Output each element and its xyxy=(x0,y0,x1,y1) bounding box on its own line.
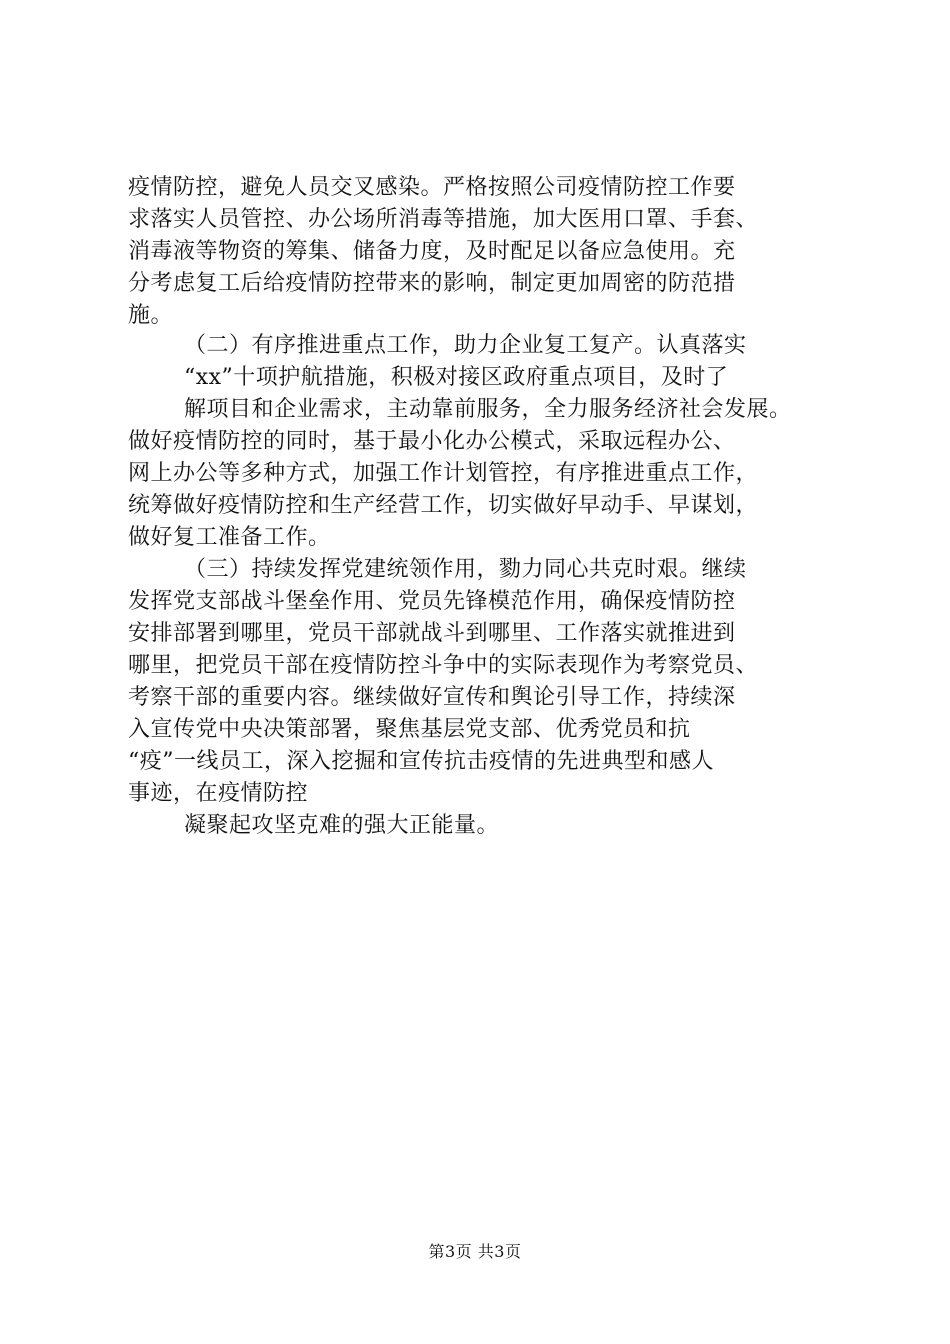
section-heading-line: （三）持续发挥党建统领作用，勠力同心共克时艰。继续 xyxy=(184,557,747,582)
text-line: 分考虑复工后给疫情防控带来的影响，制定更加周密的防范措 xyxy=(128,271,736,296)
text-line: 考察干部的重要内容。继续做好宣传和舆论引导工作，持续深 xyxy=(128,685,736,710)
text-line: 安排部署到哪里，党员干部就战斗到哪里、工作落实就推进到 xyxy=(128,621,736,646)
text-line: 做好复工准备工作。 xyxy=(128,525,331,550)
text-line: 发挥党支部战斗堡垒作用、党员先锋模范作用，确保疫情防控 xyxy=(128,589,736,614)
text-line: “疫”一线员工，深入挖掘和宣传抗击疫情的先进典型和感人 xyxy=(128,749,714,774)
text-line: 哪里，把党员干部在疫情防控斗争中的实际表现作为考察党员、 xyxy=(128,653,759,678)
text-line: 施。 xyxy=(128,303,174,328)
text-line: 凝聚起攻坚克难的强大正能量。 xyxy=(184,813,500,838)
text-line: 解项目和企业需求，主动靠前服务，全力服务经济社会发展。 xyxy=(184,397,792,422)
text-line: 做好疫情防控的同时，基于最小化办公模式，采取远程办公、 xyxy=(128,429,736,454)
text-line: 事迹，在疫情防控 xyxy=(128,781,309,806)
text-line: 入宣传党中央决策部署，聚焦基层党支部、优秀党员和抗 xyxy=(128,717,691,742)
page-footer: 第3页 共3页 xyxy=(428,1242,522,1261)
text-line: 求落实人员管控、办公场所消毒等措施，加大医用口罩、手套、 xyxy=(128,207,759,232)
text-line: “xx”十项护航措施，积极对接区政府重点项目，及时了 xyxy=(184,365,729,390)
text-line: 消毒液等物资的筹集、储备力度，及时配足以备应急使用。充 xyxy=(128,239,736,264)
text-line: 疫情防控，避免人员交叉感染。严格按照公司疫情防控工作要 xyxy=(128,175,736,200)
text-line: 统筹做好疫情防控和生产经营工作，切实做好早动手、早谋划， xyxy=(128,493,759,518)
text-line: 网上办公等多种方式，加强工作计划管控，有序推进重点工作， xyxy=(128,461,759,486)
section-heading-line: （二）有序推进重点工作，助力企业复工复产。认真落实 xyxy=(184,333,747,358)
